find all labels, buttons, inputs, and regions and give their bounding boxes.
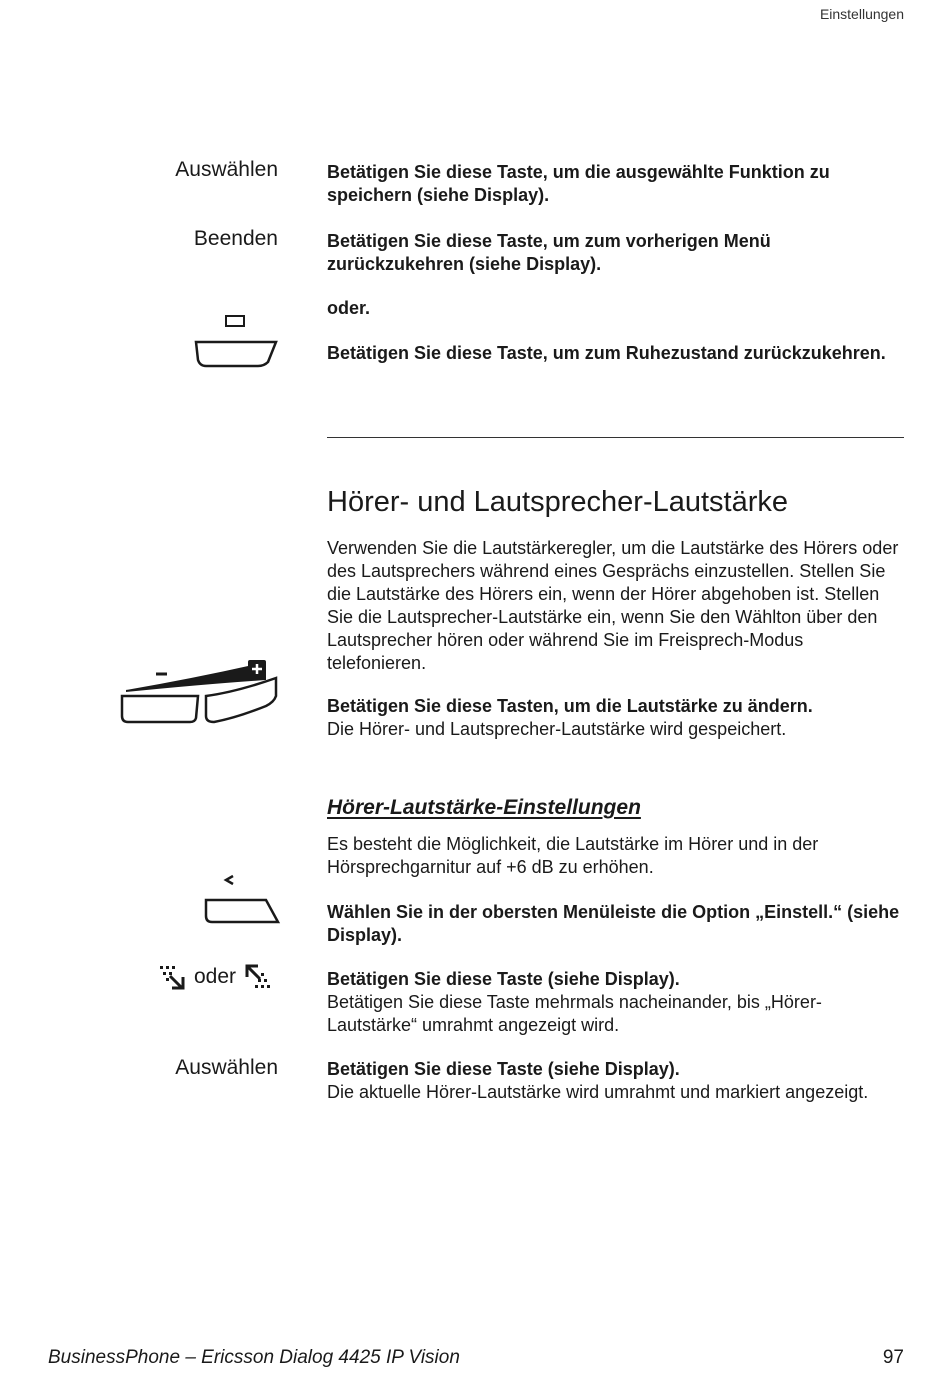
section-title-volume: Hörer- und Lautsprecher-Lautstärke [327,486,789,518]
handset-volume-intro: Es besteht die Möglichkeit, die Lautstärke im Hörer und in der Hörsprechgarnitur auf +6 dB zu erhöhen. [327,834,819,877]
nav-or-label: oder [194,965,237,988]
arrow-up-left-icon [242,962,272,992]
volume-saved-note: Die Hörer- und Lautsprecher-Lautstärke wird gespeichert. [327,719,787,739]
running-header: Einstellungen [819,6,904,22]
footer-title: BusinessPhone – Ericsson Dialog 4425 IP Vision [48,1347,460,1368]
nav-keys-row [158,962,272,992]
instruction-or: oder. [327,298,371,318]
section-divider [327,437,904,438]
arrow-down-right-icon [158,962,188,992]
clear-key-icon [192,312,282,370]
volume-keys-icon [116,656,284,728]
key-label-beenden: Beenden [193,227,278,250]
instruction-save: Betätigen Sie diese Taste, um die ausgewählte Funktion zu speichern (siehe Display). [327,162,830,205]
step-press-key-2: Betätigen Sie diese Taste (siehe Display). [327,1059,680,1079]
key-label-auswaehlen: Auswählen [175,158,278,181]
subsection-title-handset-volume: Hörer-Lautstärke-Einstellungen [327,796,641,819]
softkey-icon [200,870,284,932]
instruction-idle: Betätigen Sie diese Taste, um zum Ruhezustand zurückzukehren. [327,343,886,363]
volume-change-instruction: Betätigen Sie diese Tasten, um die Lautstärke zu ändern. [327,696,813,716]
key-label-auswaehlen-2: Auswählen [175,1056,278,1079]
step-result-note: Die aktuelle Hörer-Lautstärke wird umrahmt und markiert angezeigt. [327,1082,869,1102]
page-number: 97 [882,1347,904,1368]
volume-intro-text: Verwenden Sie die Lautstärkeregler, um die Lautstärke des Hörers oder des Lautsprechers während eines Gesprächs einzustellen. Stellen Sie die Lautstärke des Hörers ein, wenn der Hörer abgehoben ist. Stellen Sie die Lautsprecher-Lautstärke ein, wenn Sie den Wählton über den Lautsprecher hören oder während Sie im Freisprech-Modus telefonieren. [327,538,899,673]
instruction-back: Betätigen Sie diese Taste, um zum vorherigen Menü zurückzukehren (siehe Display). [327,231,771,274]
step-press-key-1: Betätigen Sie diese Taste (siehe Display). [327,969,680,989]
step-repeat-note: Betätigen Sie diese Taste mehrmals nacheinander, bis „Hörer-Lautstärke“ umrahmt angezeigt wird. [327,992,822,1035]
step-select-settings: Wählen Sie in der obersten Menüleiste die Option „Einstell.“ (siehe Display). [327,902,900,945]
